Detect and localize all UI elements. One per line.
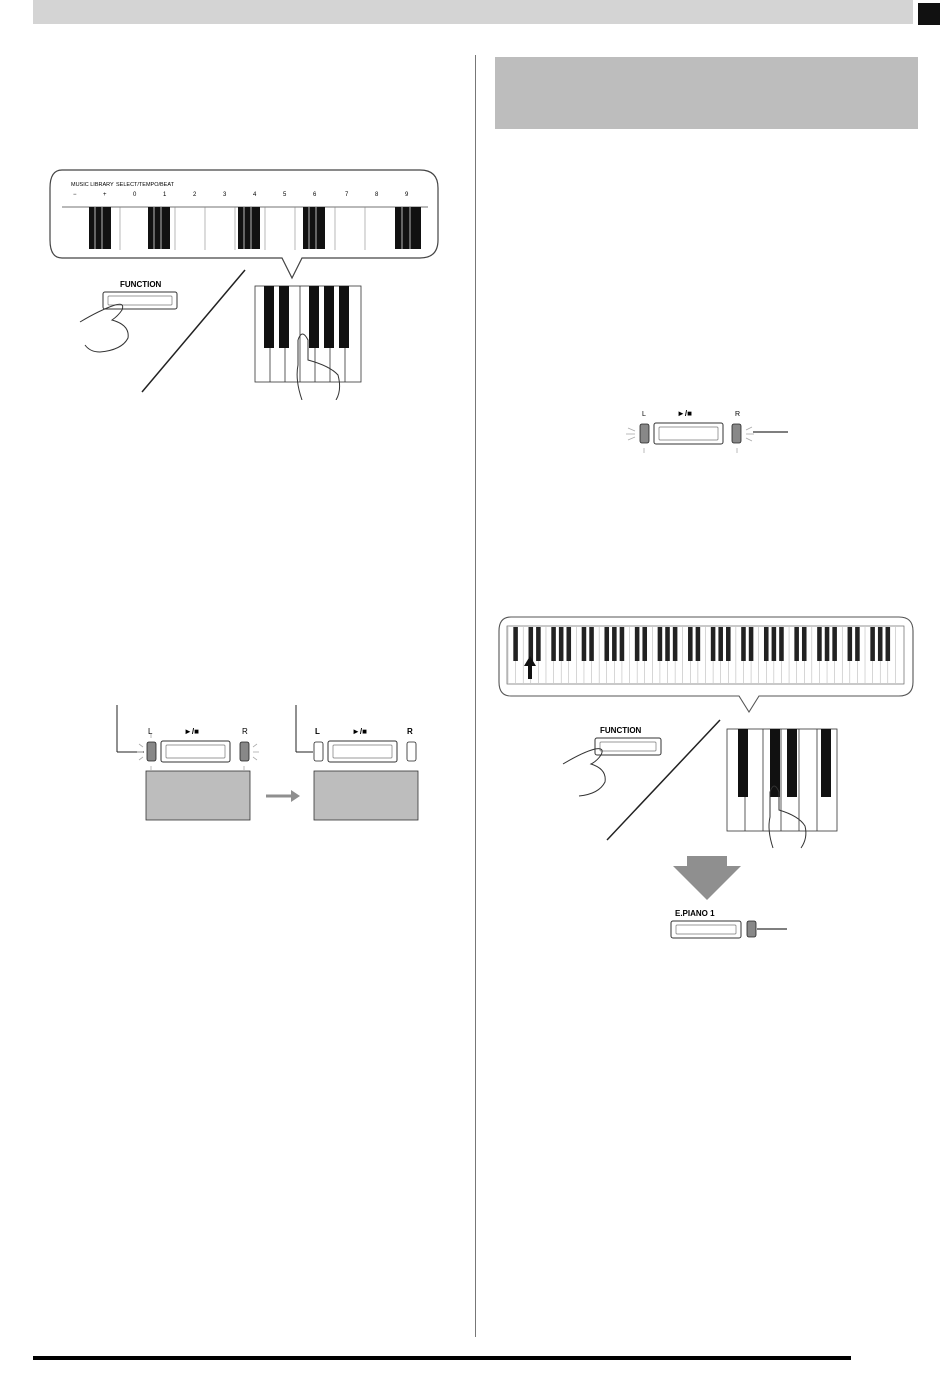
black-key xyxy=(559,627,564,661)
l-lamp-off xyxy=(314,742,323,761)
key-label-5: 3 xyxy=(223,192,227,198)
black-key xyxy=(582,627,587,661)
play-stop-label: ►/■ xyxy=(184,727,199,736)
black-key xyxy=(642,627,647,661)
key-label-1: + xyxy=(103,192,107,198)
black-key xyxy=(848,627,853,661)
black-key xyxy=(513,627,518,661)
select-tempo-beat-label: SELECT/TEMPO/BEAT xyxy=(116,182,174,188)
epiano-lamp xyxy=(747,921,756,937)
flashing-lamps-illustration xyxy=(620,400,800,460)
function-label: FUNCTION xyxy=(120,280,162,289)
full-keyboard-illustration xyxy=(495,612,920,957)
key-label-7: 5 xyxy=(283,192,287,198)
black-key xyxy=(802,627,807,661)
black-key xyxy=(566,627,571,661)
key-label-2: 0 xyxy=(133,192,137,198)
black-key xyxy=(825,627,830,661)
black-key xyxy=(620,627,625,661)
down-arrow-icon xyxy=(673,856,741,900)
black-key xyxy=(741,627,746,661)
svg-text:R: R xyxy=(735,411,741,418)
black-key xyxy=(612,627,617,661)
section-heading-box xyxy=(495,57,918,129)
key-label-9: 7 xyxy=(345,192,349,198)
black-key xyxy=(855,627,860,661)
black-key xyxy=(711,627,716,661)
play-stop-label-2: ►/■ xyxy=(352,727,367,736)
black-key xyxy=(817,627,822,661)
r-label: R xyxy=(407,727,413,736)
svg-text:L: L xyxy=(642,411,646,418)
black-key xyxy=(878,627,883,661)
black-key xyxy=(89,207,111,249)
black-key xyxy=(688,627,693,661)
black-key xyxy=(665,627,670,661)
l-lamp-lit xyxy=(147,742,156,761)
column-divider xyxy=(475,55,476,1337)
key-label-0: − xyxy=(73,192,77,198)
key-label-4: 2 xyxy=(193,192,197,198)
black-key xyxy=(794,627,799,661)
function-keyboard-illustration xyxy=(40,160,450,400)
key-label-8: 6 xyxy=(313,192,317,198)
footer-rule xyxy=(33,1356,851,1360)
black-key xyxy=(718,627,723,661)
black-key xyxy=(529,627,534,661)
black-key xyxy=(696,627,701,661)
l-label: L xyxy=(315,727,320,736)
black-key xyxy=(148,207,170,249)
play-stop-label-3: ►/■ xyxy=(677,409,692,418)
black-key xyxy=(589,627,594,661)
black-key xyxy=(551,627,556,661)
right-arrow-icon xyxy=(291,790,300,802)
black-key xyxy=(832,627,837,661)
black-key xyxy=(604,627,609,661)
black-key xyxy=(870,627,875,661)
r-lamp-off xyxy=(407,742,416,761)
r-label-flash: R xyxy=(242,727,248,736)
black-key xyxy=(536,627,541,661)
display-box-before xyxy=(146,771,250,820)
black-key xyxy=(764,627,769,661)
black-key xyxy=(726,627,731,661)
hand-pressing-function xyxy=(80,304,128,352)
key-label-6: 4 xyxy=(253,192,257,198)
black-key xyxy=(772,627,777,661)
black-key xyxy=(635,627,640,661)
black-key xyxy=(673,627,678,661)
black-key xyxy=(303,207,325,249)
r-lamp-lit xyxy=(240,742,249,761)
section-tab-marker xyxy=(918,3,940,25)
lr-lamp-illustration xyxy=(110,700,430,825)
black-key xyxy=(238,207,260,249)
black-key xyxy=(779,627,784,661)
function-label-right: FUNCTION xyxy=(600,726,642,735)
black-key xyxy=(749,627,754,661)
music-library-label: MUSIC LIBRARY xyxy=(71,182,114,188)
epiano-label: E.PIANO 1 xyxy=(675,909,715,918)
key-label-3: 1 xyxy=(163,192,167,198)
display-box-after xyxy=(314,771,418,820)
black-key xyxy=(886,627,891,661)
black-key xyxy=(658,627,663,661)
key-label-10: 8 xyxy=(375,192,379,198)
l-label-flash: L xyxy=(148,727,153,736)
black-key xyxy=(395,207,421,249)
key-label-11: 9 xyxy=(405,192,409,198)
page-header-bar xyxy=(33,0,913,24)
